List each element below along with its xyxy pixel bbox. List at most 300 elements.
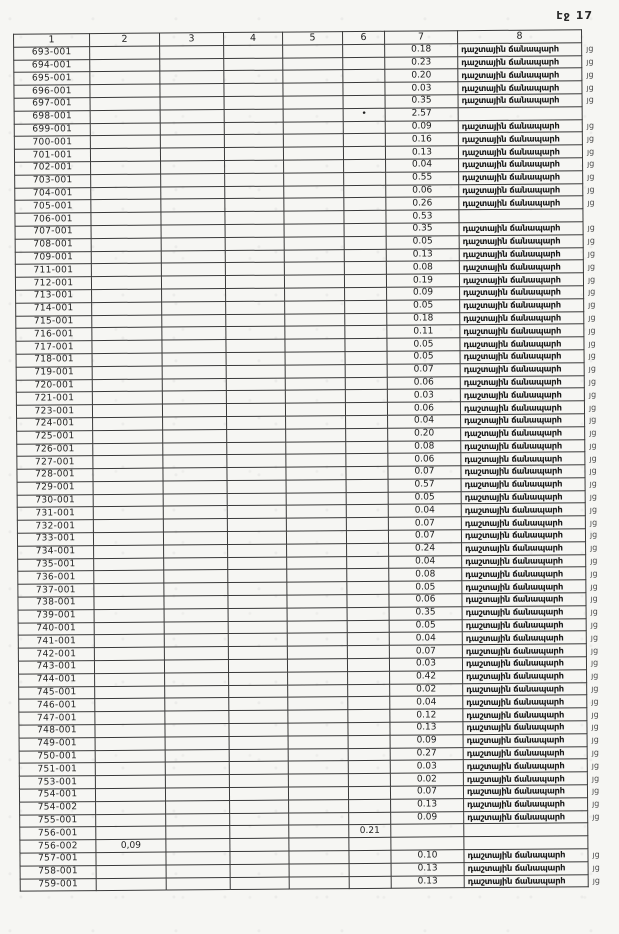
margin-note: յց [588,389,597,399]
value-cell [224,58,283,71]
value-cell [226,403,285,416]
row-id-cell: 694-001 [14,59,90,72]
row-id-cell: 717-001 [16,341,92,354]
value-cell [226,352,285,365]
value-cell: 0.16 [385,133,458,146]
value-cell [343,57,385,70]
value-cell [94,634,164,647]
page-number: էջ 17 [556,9,593,22]
road-type-cell: դաշտային ճանապարհ [461,478,585,492]
row-id-cell: 704-001 [15,187,91,200]
value-cell: 0.04 [390,696,463,709]
value-cell [289,812,349,825]
value-cell [287,595,347,608]
value-cell [347,594,389,607]
value-cell [160,45,224,58]
road-type-cell: դաշտային ճանապարհ [461,490,585,504]
value-cell [96,801,166,814]
value-cell [287,607,347,620]
value-cell [162,365,226,378]
value-cell [94,647,164,660]
road-type-cell: դաշտային ճանապարհ [459,183,583,197]
value-cell [284,211,344,224]
road-type-cell: դաշտային ճանապարհ [458,43,582,57]
value-cell [161,173,225,186]
value-cell: 0.13 [390,722,463,735]
row-id-cell: 700-001 [14,136,90,149]
value-cell [347,569,389,582]
value-cell [93,494,163,507]
value-cell [224,70,283,83]
row-id-cell: 758-001 [20,865,96,878]
value-cell [163,455,227,468]
value-cell: 0.07 [388,517,461,530]
value-cell [229,761,288,774]
value-cell [349,799,391,812]
value-cell: 0.05 [387,299,460,312]
row-id-cell: 730-001 [17,494,93,507]
value-cell [348,761,390,774]
value-cell: 0.07 [388,466,461,479]
margin-note: յց [589,479,597,489]
value-cell [225,186,284,199]
value-cell [163,429,227,442]
value-cell [285,390,345,403]
margin-note: յց [587,172,595,182]
value-cell: 0.55 [386,171,459,184]
margin-note: յց [589,505,598,515]
value-cell [288,723,348,736]
value-cell [227,506,286,519]
value-cell [346,479,388,492]
value-cell [93,417,163,430]
value-cell [289,876,349,889]
margin-note: յց [592,799,600,809]
value-cell: 0.08 [389,568,462,581]
value-cell: 0.05 [386,235,459,248]
value-cell [90,59,160,72]
value-cell [165,775,229,788]
value-cell [225,224,284,237]
value-cell [166,864,230,877]
column-header: 3 [160,33,224,46]
value-cell [224,45,283,58]
value-cell [347,658,389,671]
value-cell [225,275,284,288]
value-cell [92,366,162,379]
value-cell [345,351,387,364]
value-cell: 0.04 [389,632,462,645]
value-cell: 0.06 [386,184,459,197]
margin-note: յց [586,95,594,105]
value-cell [92,391,162,404]
value-cell [225,198,284,211]
value-cell [348,697,390,710]
value-cell [284,275,344,288]
value-cell [96,865,166,878]
value-cell [344,159,386,172]
value-cell [164,596,228,609]
road-type-cell: դաշտային ճանապարհ [462,631,586,645]
value-cell [288,671,348,684]
road-type-cell: դաշտային ճանապարհ [458,132,582,146]
row-id-cell: 716-001 [16,328,92,341]
value-cell [90,135,160,148]
value-cell: 0.26 [386,197,459,210]
row-id-cell: 735-001 [18,558,94,571]
margin-note: յց [586,44,594,54]
value-cell [283,70,343,83]
value-cell [94,558,164,571]
value-cell [164,621,228,634]
row-id-cell: 742-001 [18,648,94,661]
value-cell [348,773,390,786]
value-cell: 0.05 [387,351,460,364]
value-cell [345,338,387,351]
road-type-cell: դաշտային ճանապարհ [461,452,585,466]
value-cell [90,97,160,110]
row-id-cell: 708-001 [15,238,91,251]
value-cell [229,698,288,711]
value-cell [95,737,165,750]
road-type-cell [459,209,583,223]
value-cell [344,249,386,262]
value-cell [91,225,161,238]
value-cell [348,735,390,748]
margin-note: յց [591,735,599,745]
margin-note: յց [589,530,598,540]
column-header: 6 [343,31,385,44]
value-cell [228,557,287,570]
value-cell [164,608,228,621]
value-cell [345,326,387,339]
value-cell [344,262,386,275]
value-cell [345,390,387,403]
road-type-cell: դաշտային ճանապարհ [461,426,585,440]
value-cell [91,161,161,174]
value-cell [166,813,230,826]
value-cell: 0.21 [349,825,391,838]
value-cell [283,57,343,70]
value-cell [345,364,387,377]
road-type-cell: դաշտային ճանապարհ [463,682,587,696]
value-cell [91,187,161,200]
value-cell [164,634,228,647]
value-cell [283,147,343,160]
value-cell [93,507,163,520]
road-type-cell: դաշտային ճանապարհ [460,337,584,351]
value-cell [286,454,346,467]
value-cell: 0.18 [387,312,460,325]
value-cell [90,148,160,161]
value-cell [226,365,285,378]
value-cell [286,505,346,518]
road-type-cell: դաշտային ճանապարհ [463,785,587,799]
margin-note: յց [588,313,596,323]
margin-note: յց [592,812,600,822]
value-cell [229,774,288,787]
value-cell [93,468,163,481]
row-id-cell: 740-001 [18,622,94,635]
value-cell [93,443,163,456]
margin-note: յց [591,786,600,796]
road-type-cell: դաշտային ճանապարհ [458,119,582,133]
value-cell [349,850,391,863]
value-cell [287,556,347,569]
value-cell [229,672,288,685]
value-cell [161,199,225,212]
value-cell [286,428,346,441]
road-type-cell: դաշտային ճանապարհ [464,862,588,876]
road-type-cell: դաշտային ճանապարհ [459,273,583,287]
value-cell [343,82,385,95]
value-cell: 0.12 [390,709,463,722]
road-type-cell: դաշտային ճանապարհ [460,388,584,402]
value-cell [92,315,162,328]
row-id-cell: 711-001 [15,264,91,277]
value-cell [161,186,225,199]
value-cell [285,403,345,416]
value-cell [391,837,464,850]
value-cell [166,826,230,839]
value-cell [287,633,347,646]
row-id-cell: 712-001 [15,277,91,290]
value-cell [348,748,390,761]
value-cell [288,787,348,800]
value-cell [163,442,227,455]
margin-note: յց [590,581,598,591]
value-cell [285,300,345,313]
margin-note: յց [589,415,597,425]
value-cell: 0,09 [96,839,166,852]
value-cell [228,595,287,608]
value-cell: 0.05 [389,581,462,594]
value-cell: 0.04 [389,555,462,568]
value-cell [227,442,286,455]
value-cell [228,634,287,647]
value-cell [283,44,343,57]
value-cell [94,596,164,609]
row-id-cell: 698-001 [14,110,90,123]
value-cell [163,416,227,429]
value-cell [163,480,227,493]
margin-note: յց [586,146,595,156]
row-id-cell: 709-001 [15,251,91,264]
value-cell: 0.06 [387,376,460,389]
row-id-cell: 693-001 [14,46,90,59]
value-cell [91,174,161,187]
row-id-cell: 702-001 [15,162,91,175]
value-cell [160,148,224,161]
value-cell: 0.13 [386,248,459,261]
row-id-cell: 747-001 [19,712,95,725]
road-type-cell: դաշտային ճանապարհ [461,529,585,543]
value-cell [288,748,348,761]
value-cell [283,96,343,109]
value-cell [288,697,348,710]
row-id-cell: 754-002 [20,801,96,814]
value-cell [346,518,388,531]
value-cell [228,659,287,672]
value-cell [391,824,464,837]
value-cell [286,492,346,505]
row-id-cell: 715-001 [16,315,92,328]
value-cell: 0.03 [390,760,463,773]
road-type-cell: դաշտային ճանապարհ [460,362,584,376]
value-cell [162,378,226,391]
value-cell [230,825,289,838]
value-cell [224,122,283,135]
value-cell [230,877,289,890]
value-cell: 0.08 [388,440,461,453]
value-cell [226,339,285,352]
value-cell [95,762,165,775]
value-cell [346,428,388,441]
value-cell [162,301,226,314]
road-type-cell: դաշտային ճանապարհ [462,554,586,568]
road-type-cell: դաշտային ճանապարհ [464,798,588,812]
value-cell [348,786,390,799]
value-cell [164,647,228,660]
value-cell [347,556,389,569]
value-cell [343,146,385,159]
road-type-cell: դաշտային ճանապարհ [459,171,583,185]
value-cell [92,379,162,392]
value-cell: 0.09 [391,811,464,824]
margin-spacer [582,30,612,43]
margin-note: յց [586,121,595,131]
value-cell [284,172,344,185]
value-cell: 0.57 [388,479,461,492]
value-cell [227,493,286,506]
column-header: 1 [14,34,90,47]
value-cell: 0.35 [386,223,459,236]
value-cell [225,211,284,224]
value-cell [285,326,345,339]
value-cell [229,685,288,698]
value-cell [229,787,288,800]
value-cell [94,622,164,635]
value-cell [162,314,226,327]
value-cell [284,160,344,173]
margin-note: յց [588,377,597,387]
value-cell [91,199,161,212]
value-cell [162,340,226,353]
value-cell [344,274,386,287]
margin-note: յց [587,236,595,246]
margin-note: յց [591,709,599,719]
value-cell: 0.05 [389,619,462,632]
value-cell [93,430,163,443]
road-type-cell: դաշտային ճանապարհ [464,874,588,888]
value-cell: 0.10 [391,850,464,863]
value-cell [288,684,348,697]
value-cell [347,620,389,633]
value-cell: 0.35 [389,607,462,620]
value-cell [96,852,166,865]
margin-note: յց [590,568,598,579]
margin-note: յց [588,351,596,361]
value-cell [285,352,345,365]
road-type-cell: դաշտային ճանապարհ [463,708,587,722]
value-cell: 0.04 [388,415,461,428]
road-type-cell: դաշտային ճանապարհ [460,286,584,300]
road-type-cell: դաշտային ճանապարհ [458,81,582,95]
margin-note: յց [590,556,598,566]
row-id-cell: 697-001 [14,98,90,111]
column-header: 5 [283,32,343,45]
margin-note: յց [590,658,599,668]
road-type-cell: դաշտային ճանապարհ [461,465,585,479]
margin-note: յց [588,300,596,310]
value-cell: 0.04 [388,504,461,517]
road-type-cell: դաշտային ճանապարհ [459,158,583,172]
value-cell [95,686,165,699]
value-cell [347,543,389,556]
value-cell: 0.13 [391,799,464,812]
road-type-cell: դաշտային ճանապարհ [461,439,585,453]
row-id-cell: 724-001 [17,417,93,430]
margin-note: յց [591,696,599,707]
value-cell [345,300,387,313]
value-cell [349,876,391,889]
road-type-cell: դաշտային ճանապարհ [462,606,586,620]
row-id-cell: 749-001 [19,737,95,750]
value-cell [96,826,166,839]
value-cell [286,467,346,480]
value-cell [163,506,227,519]
margin-note: յց [591,773,600,783]
value-cell [160,122,224,135]
value-cell [227,518,286,531]
value-cell [349,812,391,825]
value-cell [283,108,343,121]
value-cell: 0.02 [390,683,463,696]
value-cell [225,262,284,275]
value-cell [162,352,226,365]
value-cell [284,262,344,275]
value-cell [91,263,161,276]
value-cell [349,863,391,876]
road-type-cell: դաշտային ճանապարհ [460,350,584,364]
value-cell [90,71,160,84]
road-type-cell: դաշտային ճանապարհ [464,849,588,863]
value-cell [344,210,386,223]
road-type-cell: դաշտային ճանապարհ [461,503,585,517]
road-type-cell: դաշտային ճանապարհ [462,567,586,581]
road-type-cell: դաշտային ճանապարհ [463,670,587,684]
value-cell [227,416,286,429]
value-cell [289,825,349,838]
margin-note: յց [587,185,595,195]
value-cell: 0.06 [389,594,462,607]
row-id-cell: 728-001 [17,469,93,482]
value-cell [161,237,225,250]
value-cell [348,710,390,723]
row-id-cell: 744-001 [19,673,95,686]
road-type-cell: դաշտային ճանապարհ [458,68,582,82]
value-cell [343,70,385,83]
value-cell [346,466,388,479]
value-cell [94,660,164,673]
value-cell [348,684,390,697]
value-cell [343,121,385,134]
row-id-cell: 701-001 [14,149,90,162]
value-cell: 0.09 [385,120,458,133]
value-cell [162,391,226,404]
road-type-cell: դաշտային ճանապարհ [461,414,585,428]
value-cell [345,377,387,390]
